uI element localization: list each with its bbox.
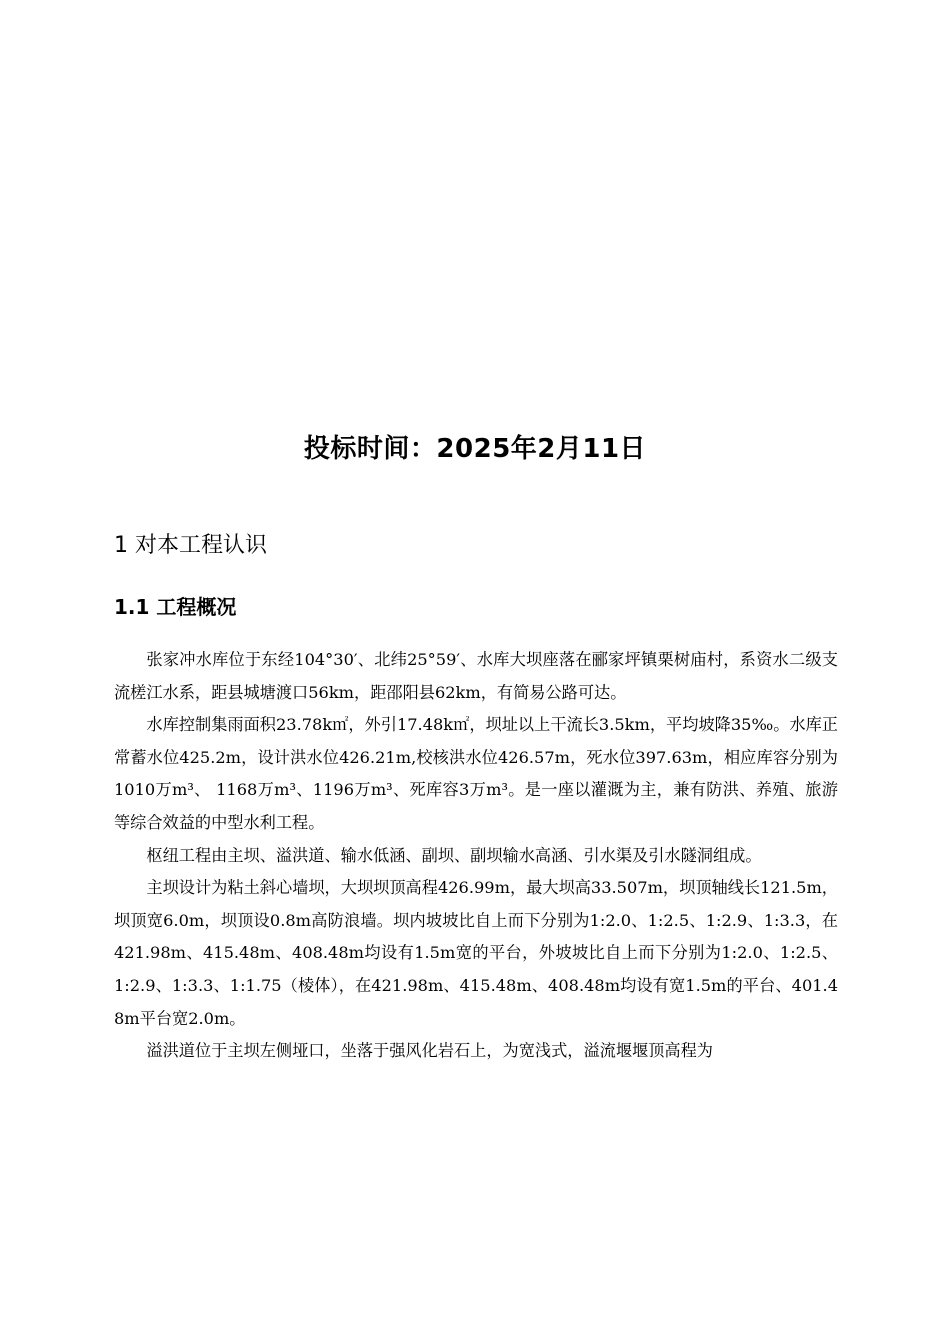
paragraph-reservoir-parameters: 水库控制集雨面积23.78k㎡，外引17.48k㎡，坝址以上干流长3.5km，平均坡降35‰。水库正常蓄水位425.2m，设计洪水位426.21m,校核洪水位426.57m，死水位397.63m，相应库容分别为1010万m³、 1168万m³、1196万m³、死库容3万m³。是一座以灌溉为主，兼有防洪、养殖、旅游等综合效益的中型水利工程。 bbox=[114, 715, 838, 832]
subsection-heading: 1.1 工程概况 bbox=[114, 595, 237, 619]
paragraph-location: 张家冲水库位于东经104°30′、北纬25°59′、水库大坝座落在郦家坪镇栗树庙村，系资水二级支流槎江水系，距县城塘渡口56km，距邵阳县62km，有简易公路可达。 bbox=[114, 650, 838, 702]
paragraph-hub-composition: 枢纽工程由主坝、溢洪道、输水低涵、副坝、副坝输水高涵、引水渠及引水隧洞组成。 bbox=[146, 845, 762, 865]
section-heading: 1 对本工程认识 bbox=[114, 533, 267, 558]
paragraph-spillway: 溢洪道位于主坝左侧垭口，坐落于强风化岩石上，为宽浅式，溢流堰堰顶高程为 bbox=[146, 1041, 713, 1061]
body-text bbox=[114, 644, 838, 1068]
paragraph-main-dam: 主坝设计为粘土斜心墙坝，大坝坝顶高程426.99m，最大坝高33.507m，坝顶轴线长121.5m，坝顶宽6.0m，坝顶设0.8m高防浪墙。坝内坡坡比自上而下分别为1:2.0、1:2.5、1:2.9、1:3.3，在421.98m、415.48m、408.48m均设有1.5m宽的平台，外坡坡比自上而下分别为1:2.0、1:2.5、1:2.9、1:3.3、1:1.75（棱体），在421.98m、415.48m、408.48m均设有宽1.5m的平台、401.48m平台宽2.0m。 bbox=[114, 878, 838, 1028]
bid-date-heading: 投标时间：2025年2月11日 bbox=[303, 434, 647, 464]
